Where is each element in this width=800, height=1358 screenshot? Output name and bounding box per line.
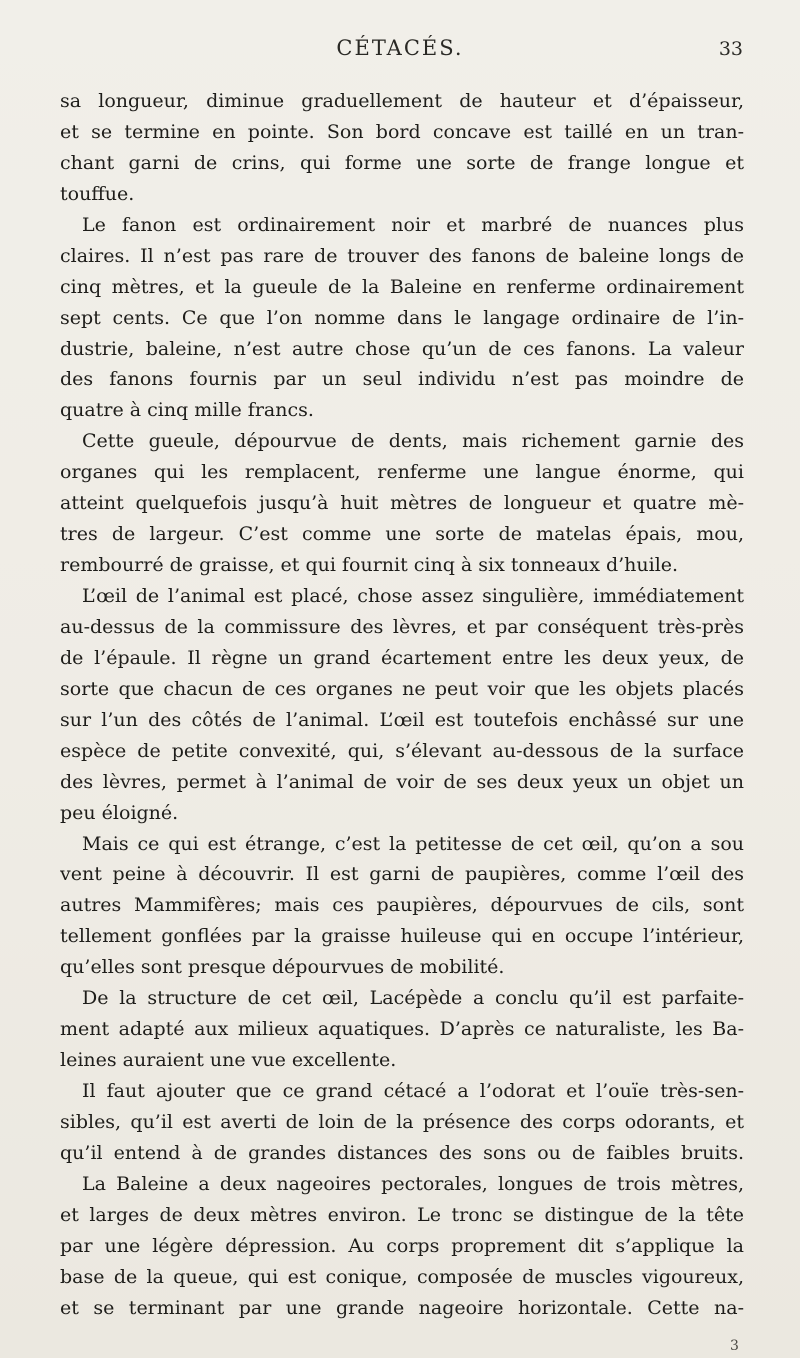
paragraph-first-line: Mais ce qui est étrange, c’est la petitesse de cet œil, qu’on a sou <box>82 832 744 855</box>
paragraph-first-line: Le fanon est ordinairement noir et marbré de nuances plus <box>82 213 744 236</box>
text-line: qu’elles sont presque dépourvues de mobilité. <box>60 956 505 979</box>
footer-folio: 3 <box>730 1338 739 1354</box>
text-line: sa longueur, diminue graduellement de hauteur et d’épaisseur, <box>60 90 744 112</box>
paragraph-first-line: La Baleine a deux nageoires pectorales, longues de trois mètres, <box>82 1172 744 1195</box>
text-line: claires. Il n’est pas rare de trouver des fanons de baleine longs de <box>60 244 744 267</box>
text-line: tres de largeur. C’est comme une sorte de matelas épais, mou, <box>60 523 744 546</box>
text-line: touffue. <box>60 182 135 205</box>
text-line: quatre à cinq mille francs. <box>60 399 314 422</box>
text-line: de l’épaule. Il règne un grand écartement entre les deux yeux, de <box>60 646 744 669</box>
text-line: ment adapté aux milieux aquatiques. D’après ce naturaliste, les Ba- <box>60 1018 744 1041</box>
text-line: vent peine à découvrir. Il est garni de paupières, comme l’œil des <box>60 863 744 886</box>
text-line: atteint quelquefois jusqu’à huit mètres de longueur et quatre mè- <box>60 492 744 515</box>
text-line: leines auraient une vue excellente. <box>60 1049 397 1072</box>
text-line: chant garni de crins, qui forme une sorte de frange longue et <box>60 151 744 174</box>
running-title: CÉTACÉS. <box>336 36 464 60</box>
text-line: et larges de deux mètres environ. Le tronc se distingue de la tête <box>60 1203 744 1226</box>
text-line: sept cents. Ce que l’on nomme dans le langage ordinaire de l’in- <box>60 306 744 329</box>
text-line: tellement gonflées par la graisse huileuse qui en occupe l’intérieur, <box>60 925 744 948</box>
text-line: et se termine en pointe. Son bord concave est taillé en un tran- <box>60 120 744 143</box>
running-head <box>0 36 800 66</box>
text-line: autres Mammifères; mais ces paupières, dépourvues de cils, sont <box>60 894 744 917</box>
paragraph-first-line: L’œil de l’animal est placé, chose assez singulière, immédiatement <box>82 585 744 607</box>
text-line: dustrie, baleine, n’est autre chose qu’un de ces fanons. La valeur <box>60 337 744 360</box>
paragraph-first-line: Cette gueule, dépourvue de dents, mais richement garnie des <box>82 430 744 453</box>
paragraph-first-line: Il faut ajouter que ce grand cétacé a l’odorat et l’ouïe très-sen- <box>82 1080 744 1102</box>
text-line: peu éloigné. <box>60 801 179 824</box>
text-line: par une légère dépression. Au corps proprement dit s’applique la <box>60 1234 744 1257</box>
text-line: qu’il entend à de grandes distances des sons ou de faibles bruits. <box>60 1141 744 1164</box>
text-line: rembourré de graisse, et qui fournit cinq à six tonneaux d’huile. <box>60 554 679 577</box>
paragraph-first-line: De la structure de cet œil, Lacépède a conclu qu’il est parfaite- <box>82 987 744 1010</box>
text-line: cinq mètres, et la gueule de la Baleine en renferme ordinairement <box>60 275 744 298</box>
text-line: des fanons fournis par un seul individu n’est pas moindre de <box>60 368 744 391</box>
text-line: sibles, qu’il est averti de loin de la présence des corps odorants, et <box>60 1110 744 1133</box>
text-line: espèce de petite convexité, qui, s’élevant au-dessous de la surface <box>60 739 744 762</box>
text-line: sur l’un des côtés de l’animal. L’œil est toutefois enchâssé sur une <box>60 708 744 731</box>
text-line: et se terminant par une grande nageoire horizontale. Cette na- <box>60 1296 744 1319</box>
page-number: 33 <box>718 38 743 60</box>
text-line: base de la queue, qui est conique, composée de muscles vigoureux, <box>60 1265 744 1288</box>
text-line: organes qui les remplacent, renferme une langue énorme, qui <box>60 461 744 484</box>
text-line: au-dessus de la commissure des lèvres, et par conséquent très-près <box>60 615 744 638</box>
text-line: des lèvres, permet à l’animal de voir de ses deux yeux un objet un <box>60 770 744 793</box>
text-line: sorte que chacun de ces organes ne peut voir que les objets placés <box>60 677 744 700</box>
body-text <box>60 86 744 1324</box>
